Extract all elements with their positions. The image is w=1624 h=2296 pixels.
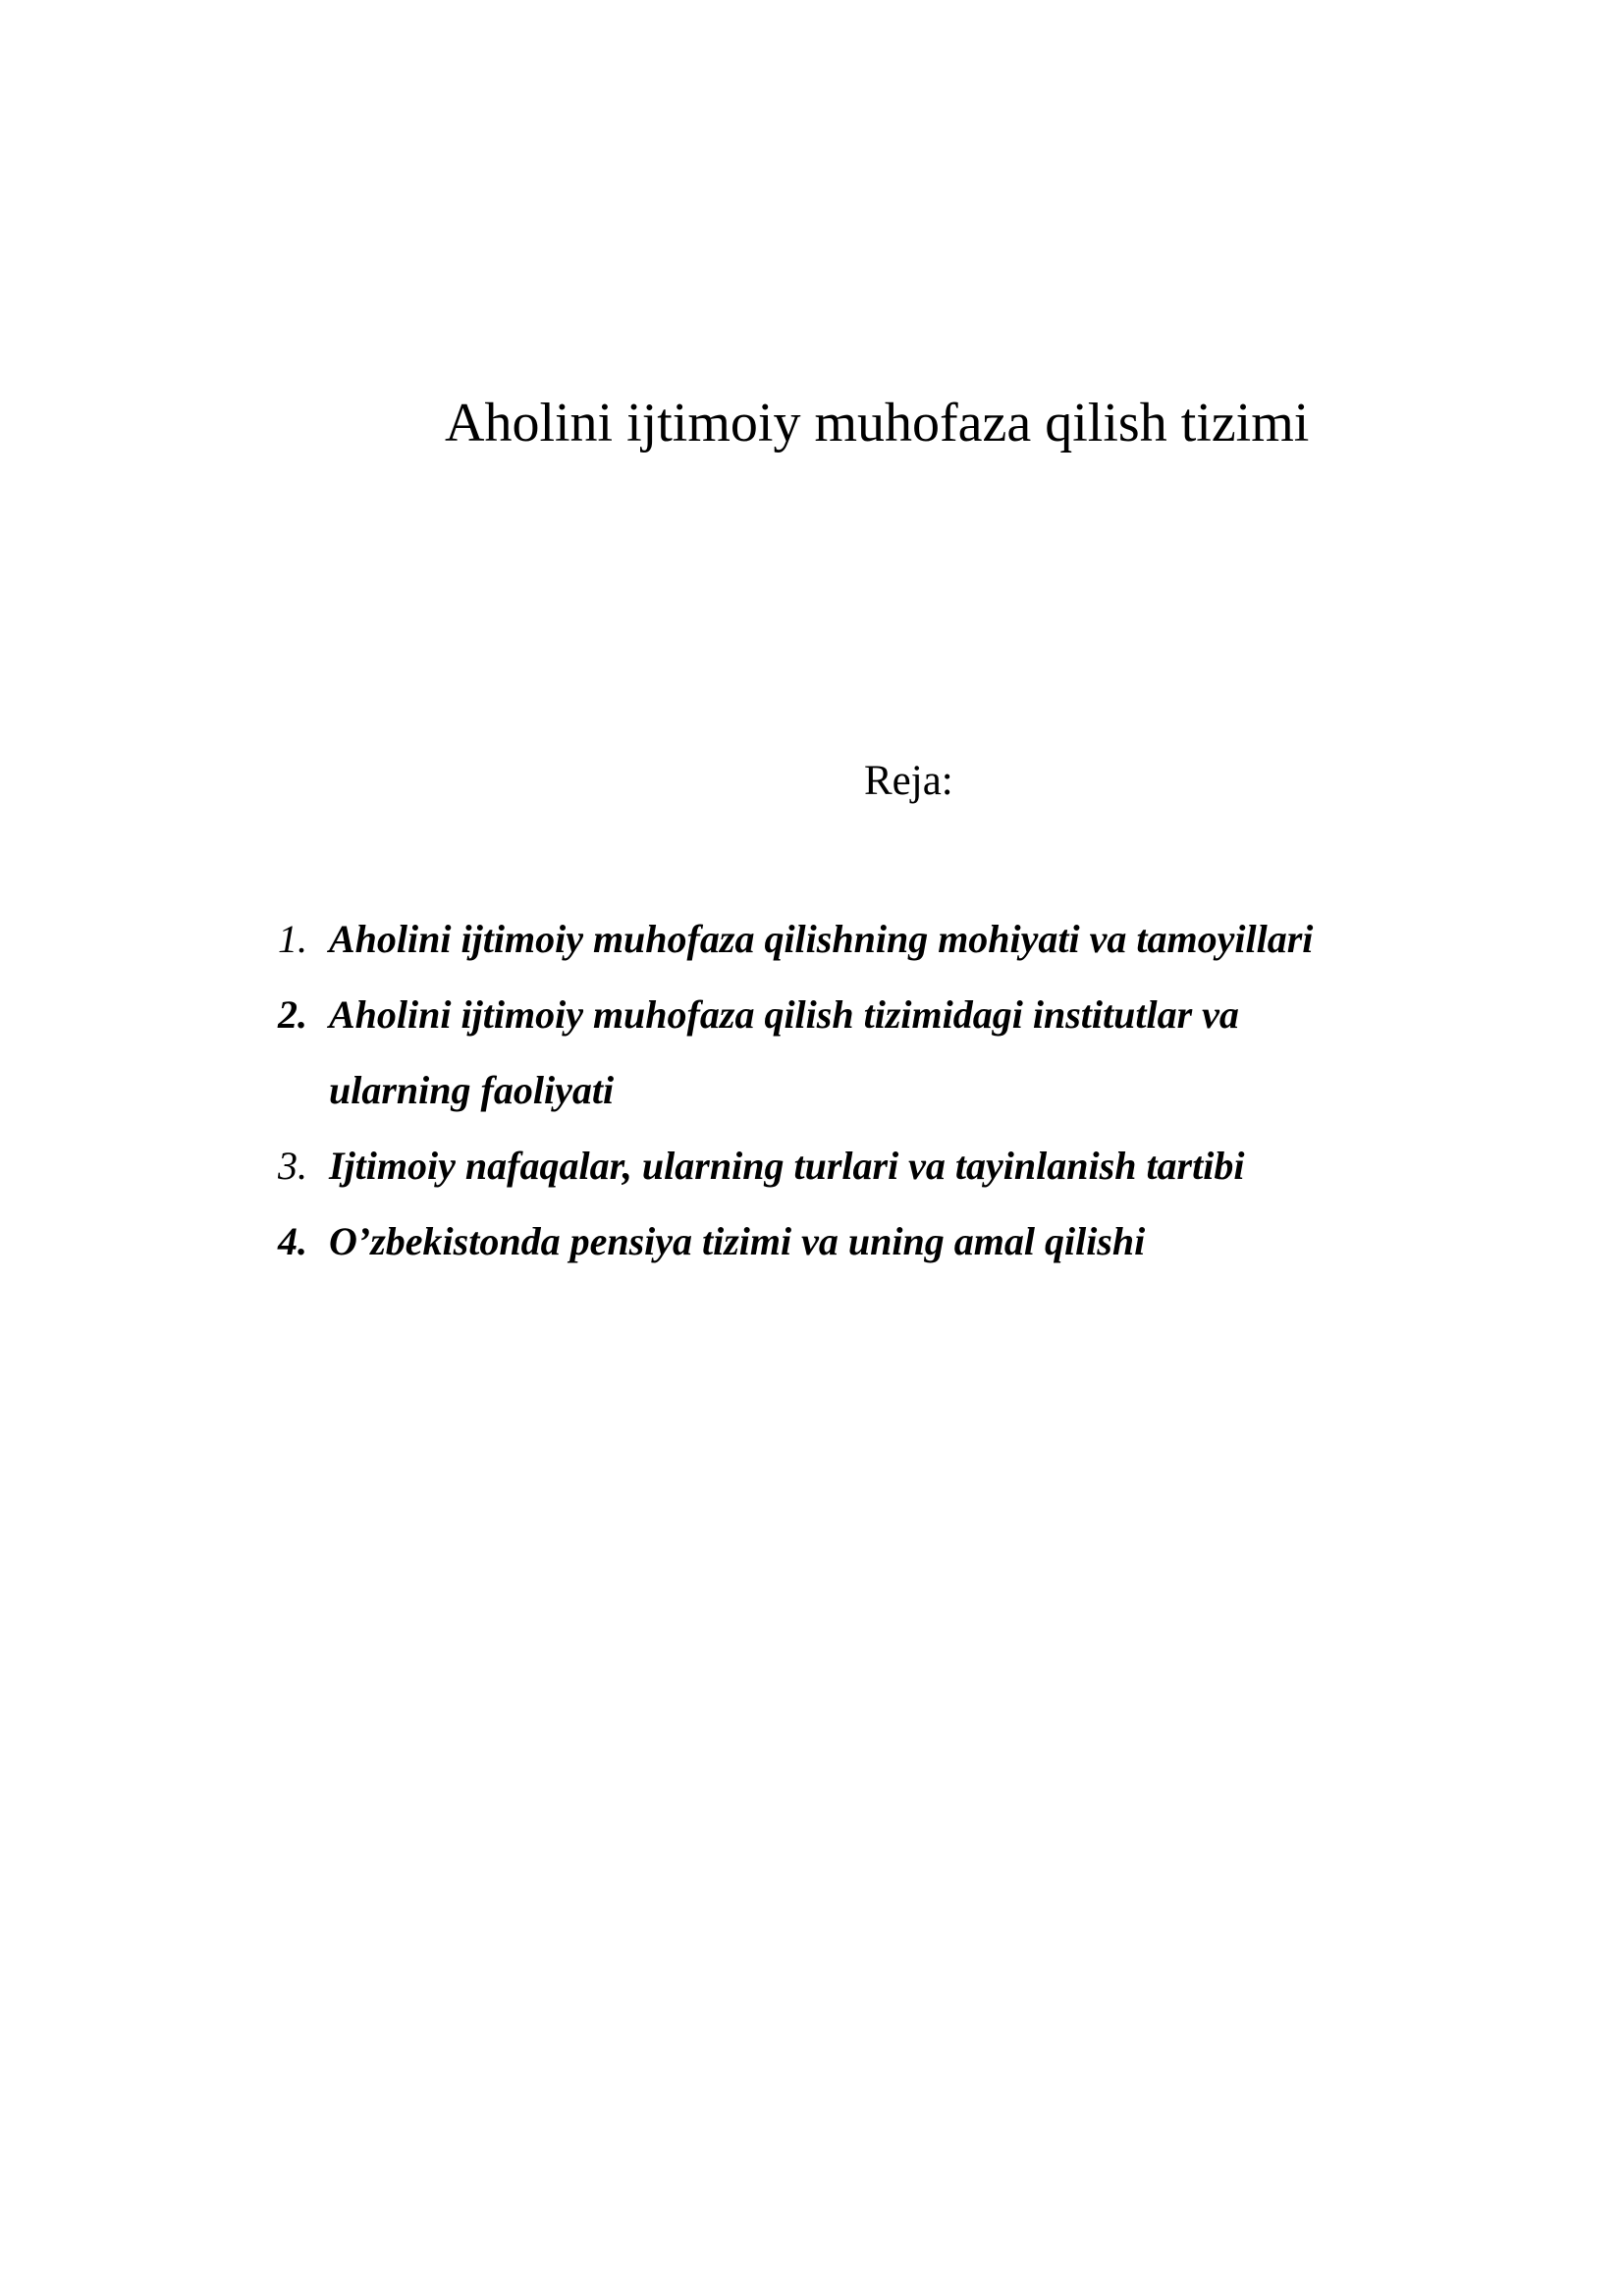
list-item-number: 3. xyxy=(278,1144,307,1188)
document-title: Aholini ijtimoiy muhofaza qilish tizimi xyxy=(445,392,1310,454)
list-item xyxy=(278,1128,1554,1203)
list-item xyxy=(278,901,1554,977)
plan-heading: Reja: xyxy=(864,758,953,804)
list-item-number: 2. xyxy=(278,992,307,1037)
list-item-text: Aholini ijtimoiy muhofaza qilish tizimidagi institutlar va ularning faoliyati xyxy=(329,992,1239,1112)
list-item-text: O’zbekistonda pensiya tizimi va uning amal qilishi xyxy=(329,1219,1146,1263)
list-item-text: Aholini ijtimoiy muhofaza qilishning mohiyati va tamoyillari xyxy=(329,917,1314,961)
list-item-number: 1. xyxy=(278,917,307,961)
list-item xyxy=(278,977,1554,1128)
plan-list xyxy=(278,901,1554,1279)
list-item-number: 4. xyxy=(278,1219,307,1263)
list-item-text: Ijtimoiy nafaqalar, ularning turlari va tayinlanish tartibi xyxy=(329,1144,1245,1188)
list-item xyxy=(278,1203,1554,1279)
